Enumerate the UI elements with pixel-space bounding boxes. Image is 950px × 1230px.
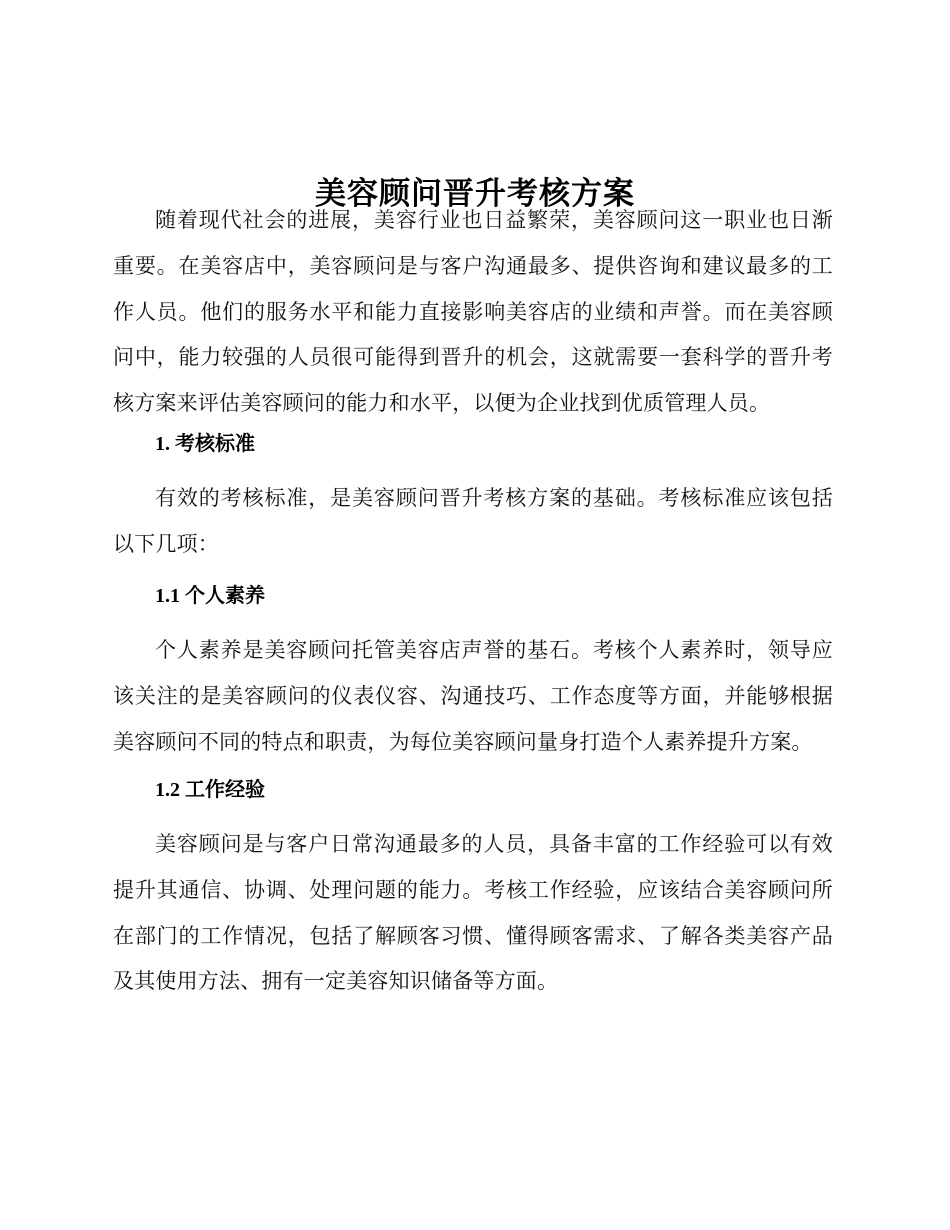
section-1-1-paragraph: 个人素养是美容顾问托管美容店声誉的基石。考核个人素养时，领导应该关注的是美容顾问的仪表仪容、沟通技巧、工作态度等方面，并能够根据美容顾问不同的特点和职责，为每位美容顾问量身打造个人素养提升方案。	[113, 638, 833, 754]
section-1-2-heading: 1.2 工作经验	[155, 779, 265, 801]
section-1-1-heading: 1.1 个人素养	[155, 585, 265, 607]
section-1-2-paragraph: 美容顾问是与客户日常沟通最多的人员，具备丰富的工作经验可以有效提升其通信、协调、处理问题的能力。考核工作经验，应该结合美容顾问所在部门的工作情况，包括了解顾客习惯、懂得顾客需求、了解各类美容产品及其使用方法、拥有一定美容知识储备等方面。	[113, 832, 833, 994]
section-1-heading: 1. 考核标准	[155, 433, 255, 455]
document-title: 美容顾问晋升考核方案	[315, 175, 635, 212]
intro-paragraph: 随着现代社会的进展，美容行业也日益繁荣，美容顾问这一职业也日渐重要。在美容店中，美容顾问是与客户沟通最多、提供咨询和建议最多的工作人员。他们的服务水平和能力直接影响美容店的业绩和声誉。而在美容顾问中，能力较强的人员很可能得到晋升的机会，这就需要一套科学的晋升考核方案来评估美容顾问的能力和水平，以便为企业找到优质管理人员。	[113, 208, 833, 416]
section-1-paragraph: 有效的考核标准，是美容顾问晋升考核方案的基础。考核标准应该包括以下几项：	[113, 486, 833, 556]
